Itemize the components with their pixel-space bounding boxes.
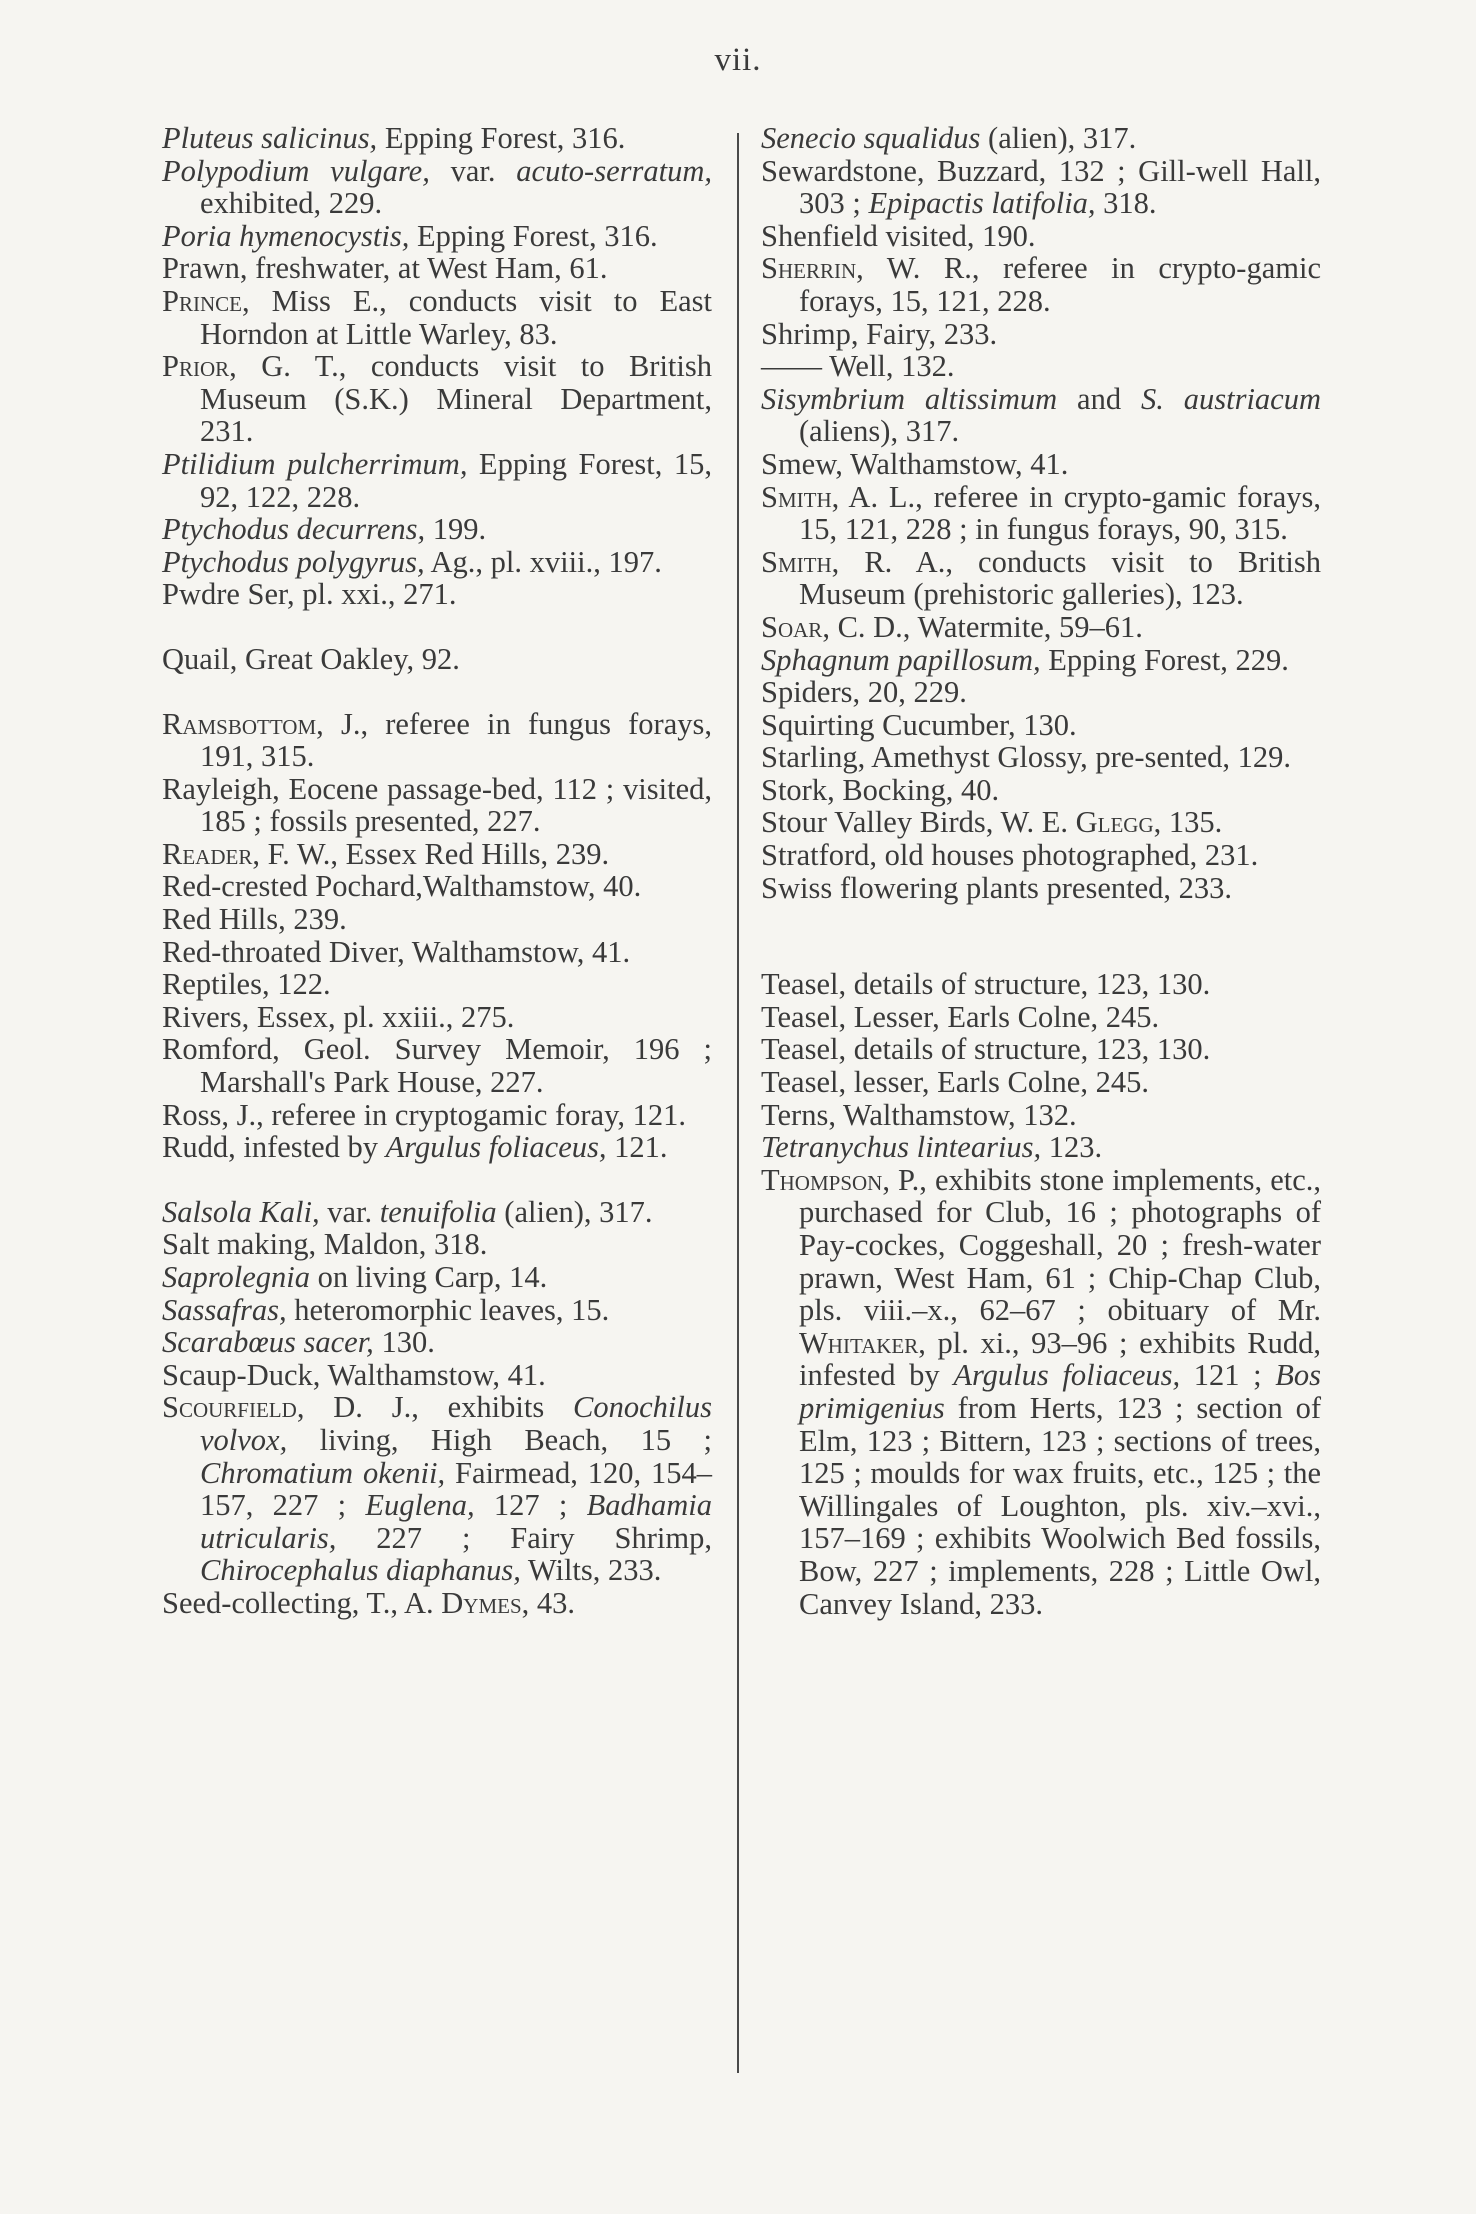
italic-term: Euglena, — [365, 1488, 475, 1523]
index-entry — [761, 839, 1321, 872]
entry-text: Starling, Amethyst Glossy, pre-sented, 129. — [761, 740, 1292, 775]
index-entry — [761, 709, 1321, 742]
index-entry — [761, 448, 1321, 481]
italic-term: S. austriacum — [1140, 381, 1321, 416]
index-entry — [162, 1261, 712, 1294]
index-entry — [162, 1228, 712, 1261]
index-entry — [162, 122, 712, 155]
italic-term: Senecio squalidus — [761, 121, 981, 155]
entry-text: Wilts, 233. — [520, 1553, 662, 1588]
entry-text: Stratford, old houses photographed, 231. — [761, 838, 1259, 873]
index-entry — [761, 968, 1321, 1001]
entry-text: Rivers, Essex, pl. xxiii., 275. — [162, 999, 515, 1034]
italic-term: Saprolegnia — [162, 1260, 310, 1294]
author-name: Prince — [162, 283, 242, 318]
entry-text: Rudd, infested by — [162, 1130, 386, 1165]
entry-text: Reptiles, 122. — [162, 967, 331, 1002]
index-entry — [162, 1391, 712, 1587]
italic-term: Sisymbrium altissimum — [761, 381, 1058, 416]
italic-term: Conochilus volvox, — [200, 1390, 712, 1457]
index-entry — [761, 1131, 1321, 1164]
entry-text: 199. — [425, 512, 487, 547]
index-entry — [162, 838, 712, 871]
entry-text: var. — [319, 1194, 380, 1229]
entry-text: Shenfield visited, 190. — [761, 218, 1036, 253]
index-entry — [162, 643, 712, 676]
index-entry — [761, 611, 1321, 644]
index-entry — [162, 773, 712, 838]
entry-text: Epping Forest, 229. — [1040, 642, 1289, 677]
italic-term: Tetranychus lintearius, — [761, 1130, 1042, 1165]
entry-text: Teasel, lesser, Earls Colne, 245. — [761, 1065, 1149, 1100]
index-entry — [761, 350, 1321, 383]
italic-term: Ptychodus polygyrus, — [162, 544, 425, 579]
entry-text: , pl. xi., 93–96 ; exhibits Rudd, infested by — [799, 1325, 1321, 1393]
index-entry — [761, 383, 1321, 448]
index-entry — [761, 741, 1321, 774]
index-entry — [162, 708, 712, 773]
italic-term: Pluteus salicinus, — [162, 121, 378, 155]
entry-text: (alien), 317. — [496, 1194, 653, 1229]
author-name: Soar — [761, 609, 823, 644]
entry-text: Stour Valley Birds, W. E. — [761, 805, 1076, 840]
italic-term: Chirocephalus diaphanus, — [200, 1553, 521, 1588]
entry-text: heteromorphic leaves, 15. — [286, 1292, 610, 1327]
index-entry — [761, 806, 1321, 839]
index-entry — [162, 448, 712, 513]
italic-term: acuto-serratum, — [516, 153, 712, 188]
section-gap — [162, 676, 712, 708]
entry-text: (alien), 317. — [980, 121, 1137, 155]
entry-text: 318. — [1095, 186, 1157, 221]
entry-text: Epping Forest, 316. — [377, 121, 626, 155]
italic-term: Polypodium vulgare, — [162, 153, 430, 188]
entry-text: Sewardstone, Buzzard, 132 ; Gill-well Hall, 303 ; — [761, 153, 1321, 221]
italic-term: Epipactis latifolia, — [868, 186, 1096, 221]
section-gap — [162, 611, 712, 643]
index-entry — [162, 578, 712, 611]
section-gap — [162, 1164, 712, 1196]
italic-term: Sphagnum papillosum, — [761, 642, 1041, 677]
index-entry — [761, 676, 1321, 709]
entry-text: Terns, Walthamstow, 132. — [761, 1097, 1077, 1132]
italic-term: Chromatium okenii, — [200, 1455, 446, 1490]
author-name: Whitaker — [799, 1325, 919, 1360]
entry-text: (aliens), 317. — [799, 414, 960, 449]
entry-text: and — [1057, 381, 1141, 416]
entry-text: Pwdre Ser, pl. xxi., 271. — [162, 577, 457, 612]
italic-term: Scarabœus sacer, — [162, 1325, 374, 1360]
entry-text: , P., exhibits stone implements, etc., purchased for Club, 16 ; photographs of Pay-cockes, Coggeshall, 20 ; fresh-water prawn, West Ham, 61 ; Chip-Chap Club, pls. viii.–x., 62–67 ; obituary of Mr. — [799, 1162, 1321, 1328]
index-entry — [162, 870, 712, 903]
entry-text: Smew, Walthamstow, 41. — [761, 446, 1069, 481]
entry-text: Red-crested Pochard,Walthamstow, 40. — [162, 869, 642, 904]
entry-text: 123. — [1041, 1130, 1103, 1165]
left-index-column — [162, 122, 712, 1620]
entry-text: , F. W., Essex Red Hills, 239. — [252, 836, 610, 871]
entry-text: on living Carp, 14. — [309, 1260, 548, 1294]
author-name: Smith — [761, 544, 832, 579]
author-name: Sherrin — [761, 251, 857, 286]
entry-text: var. — [429, 153, 517, 188]
entry-text: , W. R., referee in crypto-gamic forays, 15, 121, 228. — [799, 251, 1321, 318]
index-entry — [162, 1587, 712, 1620]
author-name: Scourfield — [162, 1390, 297, 1425]
index-entry — [761, 220, 1321, 253]
index-entry — [162, 155, 712, 220]
entry-text: Seed-collecting, T., A. — [162, 1585, 442, 1620]
entry-text: , Miss E., conducts visit to East Horndon at Little Warley, 83. — [200, 283, 712, 351]
index-entry — [162, 1099, 712, 1132]
index-entry — [761, 122, 1321, 155]
entry-text: , D. J., exhibits — [296, 1390, 574, 1425]
author-name: Dymes — [441, 1585, 522, 1620]
entry-text: Spiders, 20, 229. — [761, 675, 967, 710]
index-entry — [162, 1359, 712, 1392]
entry-text: Ag., pl. xviii., 197. — [424, 544, 662, 579]
entry-text: exhibited, 229. — [200, 186, 383, 221]
index-entry — [162, 936, 712, 969]
italic-term: Argulus foliaceus, — [953, 1358, 1181, 1393]
index-entry — [162, 968, 712, 1001]
index-entry — [761, 774, 1321, 807]
entry-text: 227 ; Fairy Shrimp, — [336, 1520, 712, 1555]
entry-text: Quail, Great Oakley, 92. — [162, 641, 460, 676]
index-entry — [761, 546, 1321, 611]
page-number: vii. — [714, 42, 762, 78]
index-entry — [162, 546, 712, 579]
index-entry — [761, 1001, 1321, 1034]
italic-term: tenuifolia — [379, 1194, 497, 1229]
author-name: Prior — [162, 349, 230, 384]
index-entry — [162, 1001, 712, 1034]
entry-text: Salt making, Maldon, 318. — [162, 1227, 488, 1262]
author-name: Ramsbottom — [162, 706, 317, 741]
entry-text: Red-throated Diver, Walthamstow, 41. — [162, 934, 631, 969]
index-entry — [162, 1326, 712, 1359]
entry-text: 121. — [606, 1130, 668, 1165]
entry-text: —— Well, 132. — [761, 349, 955, 384]
index-entry — [761, 252, 1321, 317]
entry-text: 130. — [373, 1325, 435, 1360]
entry-text: living, High Beach, 15 ; — [287, 1422, 712, 1457]
entry-text: 127 ; — [474, 1488, 587, 1523]
italic-term: Salsola Kali, — [162, 1194, 320, 1229]
author-name: Glegg — [1075, 805, 1154, 840]
italic-term: Poria hymenocystis, — [162, 218, 410, 253]
index-entry — [162, 1033, 712, 1098]
author-name: Reader — [162, 836, 253, 871]
index-entry — [761, 1066, 1321, 1099]
italic-term: Ptychodus decurrens, — [162, 512, 426, 547]
index-entry — [162, 1131, 712, 1164]
index-entry — [761, 155, 1321, 220]
italic-term: Sassafras, — [162, 1292, 287, 1327]
entry-text: Swiss flowering plants presented, 233. — [761, 870, 1232, 905]
index-entry — [162, 1196, 712, 1229]
italic-term: Argulus foliaceus, — [385, 1130, 607, 1165]
entry-text: , J., referee in fungus forays, 191, 315. — [200, 706, 712, 774]
entry-text: Epping Forest, 316. — [409, 218, 658, 253]
entry-text: Shrimp, Fairy, 233. — [761, 316, 998, 351]
entry-text: , 135. — [1153, 805, 1223, 840]
entry-text: , C. D., Watermite, 59–61. — [822, 609, 1143, 644]
index-entry — [162, 350, 712, 448]
entry-text: Rayleigh, Eocene passage-bed, 112 ; visited, 185 ; fossils presented, 227. — [162, 771, 712, 839]
index-entry — [162, 513, 712, 546]
entry-text: , G. T., conducts visit to British Museum (S.K.) Mineral Department, 231. — [200, 349, 712, 449]
entry-text: Romford, Geol. Survey Memoir, 196 ; Marshall's Park House, 227. — [162, 1032, 712, 1100]
entry-text: , 43. — [521, 1585, 575, 1620]
column-divider — [737, 133, 739, 2073]
italic-term: Badhamia utricularis, — [200, 1488, 712, 1555]
index-entry — [761, 318, 1321, 351]
entry-text: Stork, Bocking, 40. — [761, 772, 1000, 807]
index-entry — [761, 644, 1321, 677]
italic-term: Ptilidium pulcherrimum, — [162, 446, 468, 481]
index-entry — [162, 903, 712, 936]
italic-term: Bos primigenius — [799, 1358, 1321, 1425]
author-name: Smith — [761, 479, 832, 514]
entry-text: Ross, J., referee in cryptogamic foray, 121. — [162, 1097, 686, 1132]
entry-text: Fairmead, 120, 154–157, 227 ; — [200, 1455, 712, 1523]
right-index-column — [761, 122, 1321, 1620]
entry-text: Teasel, details of structure, 123, 130. — [761, 967, 1211, 1002]
entry-text: Epping Forest, 15, 92, 122, 228. — [200, 446, 712, 514]
entry-text: 121 ; — [1180, 1358, 1276, 1393]
entry-text: , R. A., conducts visit to British Museum (prehistoric galleries), 123. — [799, 544, 1321, 612]
index-entry — [761, 481, 1321, 546]
index-entry — [162, 220, 712, 253]
author-name: Thompson — [761, 1162, 883, 1197]
entry-text: Teasel, details of structure, 123, 130. — [761, 1032, 1211, 1067]
index-entry — [761, 1164, 1321, 1620]
entry-text: , A. L., referee in crypto-gamic forays, 15, 121, 228 ; in fungus forays, 90, 315. — [799, 479, 1321, 547]
entry-text: Red Hills, 239. — [162, 902, 347, 937]
index-entry — [761, 1099, 1321, 1132]
index-entry — [162, 1294, 712, 1327]
entry-text: Prawn, freshwater, at West Ham, 61. — [162, 251, 608, 286]
index-entry — [162, 285, 712, 350]
entry-text: Teasel, Lesser, Earls Colne, 245. — [761, 999, 1160, 1034]
index-entry — [162, 252, 712, 285]
entry-text: from Herts, 123 ; section of Elm, 123 ; Bittern, 123 ; sections of trees, 125 ; moulds for wax fruits, etc., 125 ; the Willingales of Loughton, pls. xiv.–xvi., 157–169 ; exhibits Woolwich Bed fossils, Bow, 227 ; implements, 228 ; Little Owl, Canvey Island, 233. — [799, 1390, 1321, 1621]
index-entry — [761, 872, 1321, 905]
entry-text: Scaup-Duck, Walthamstow, 41. — [162, 1357, 546, 1392]
section-gap — [761, 904, 1321, 968]
index-entry — [761, 1033, 1321, 1066]
entry-text: Squirting Cucumber, 130. — [761, 707, 1077, 742]
